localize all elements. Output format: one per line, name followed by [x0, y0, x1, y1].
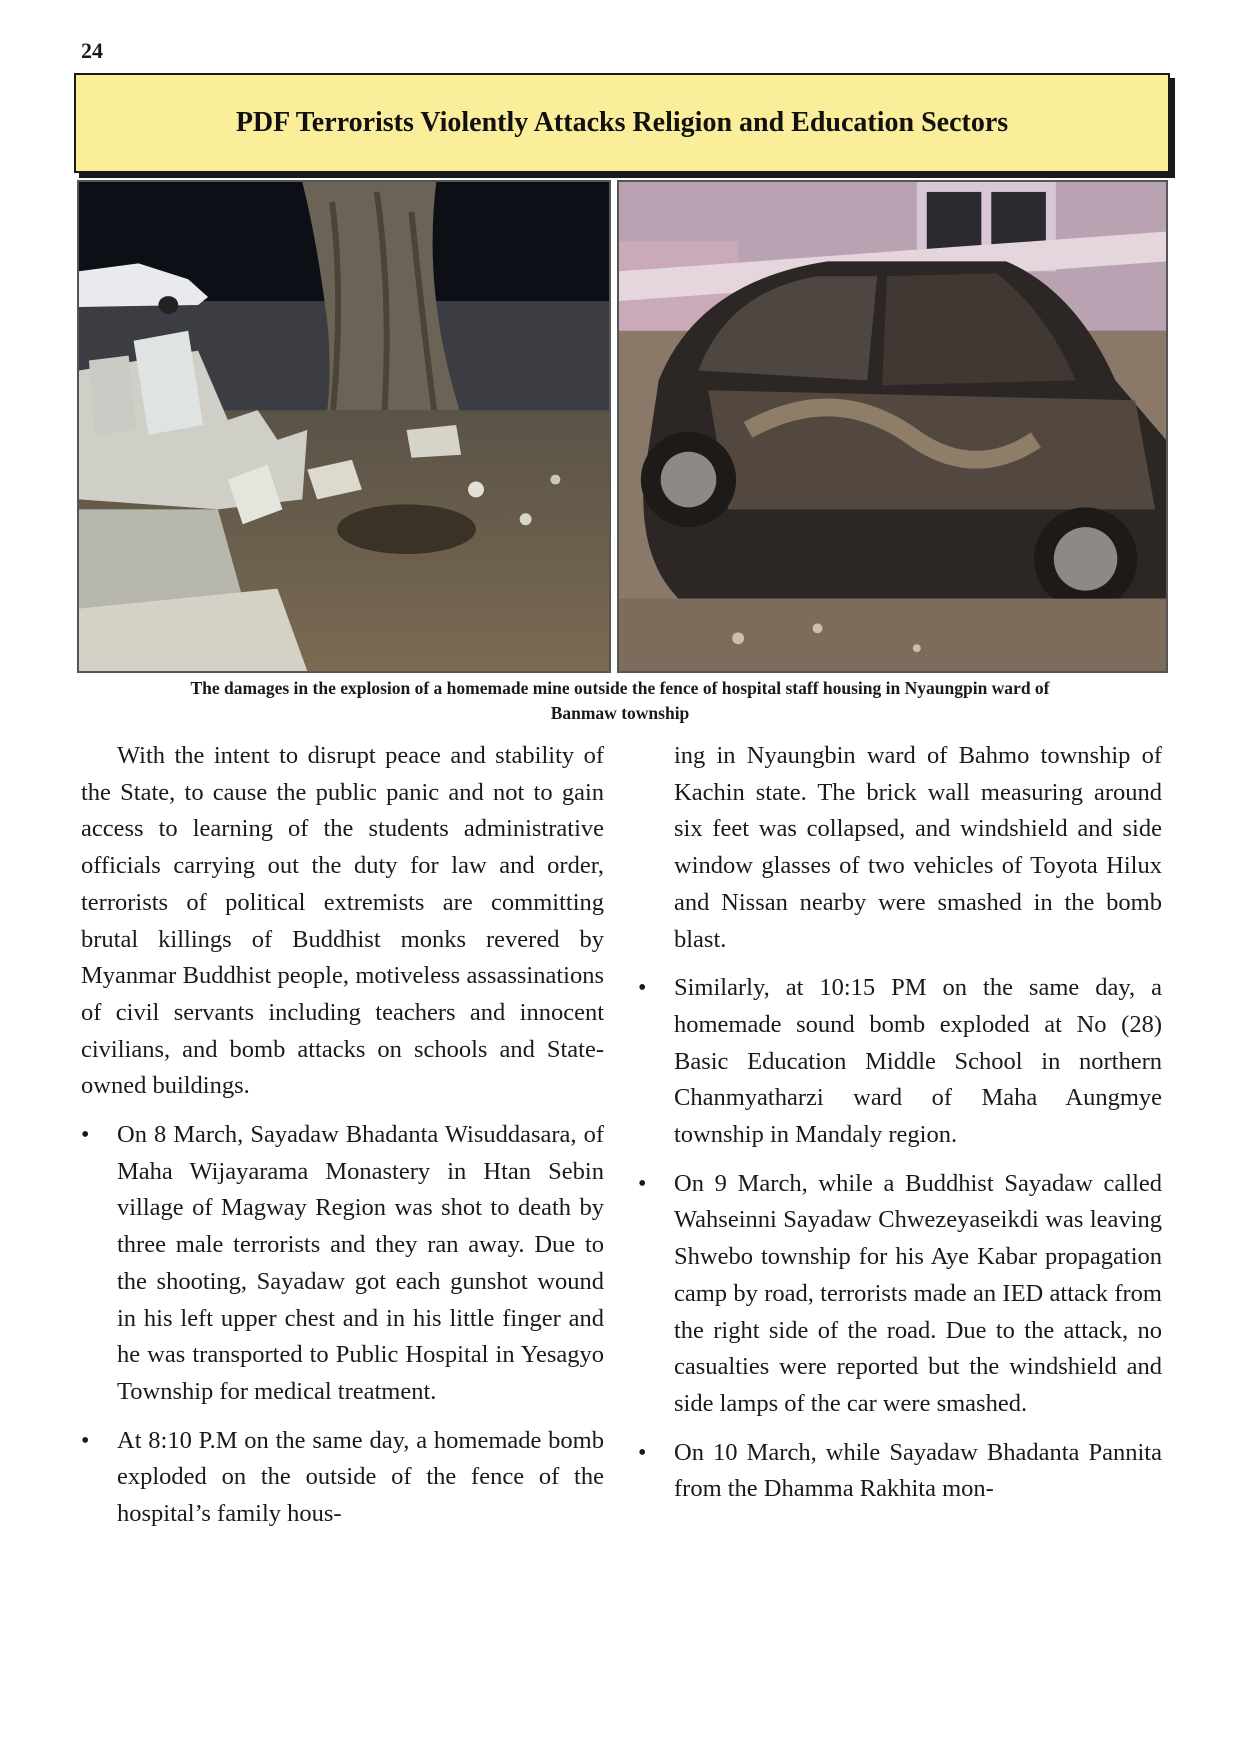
- bullet-list-right: [674, 970, 1162, 1508]
- list-item: • At 8:10 P.M on the same day, a homemade bomb exploded on the outside of the fence of the hospital’s family hous-: [81, 1423, 604, 1533]
- intro-paragraph: With the intent to disrupt peace and stability of the State, to cause the public panic and not to gain access to learning of the students administrative officials carrying out the duty for law and order, terrorists of political extremists are committing brutal killings of Buddhist monks revered by Myanmar Buddhist people, motiveless assassinations of civil servants including teachers and innocent civilians, and bomb attacks on schools and State-owned buildings.: [81, 742, 604, 1100]
- article-column-right: [674, 738, 1162, 1508]
- bullet-list-left: [81, 1117, 604, 1533]
- list-item: • On 8 March, Sayadaw Bhadanta Wisuddasara, of Maha Wijayarama Monastery in Htan Sebin village of Magway Region was shot to death by three male terrorists and they ran away. Due to the shooting, Sayadaw got each gunshot wound in his left upper chest and in his little finger and he was transported to Public Hospital in Yesagyo Township for medical treatment.: [81, 1117, 604, 1411]
- photo-damaged-car: [617, 180, 1168, 673]
- article-column-left: [81, 738, 604, 1533]
- continued-paragraph: ing in Nyaungbin ward of Bahmo township of Kachin state. The brick wall measuring around six feet was collapsed, and windshield and side window glasses of two vehicles of Toyota Hilux and Nissan nearby were smashed in the bomb blast.: [674, 742, 1162, 953]
- list-item: • On 9 March, while a Buddhist Sayadaw called Wahseinni Sayadaw Chwezeyaseikdi was leaving Shwebo township for his Aye Kabar propagation camp by road, terrorists made an IED attack from the right side of the road. Due to the attack, no casualties were reported but the windshield and side lamps of the car were smashed.: [638, 1166, 1162, 1423]
- figure-caption: [90, 676, 1150, 726]
- photo-damaged-wall-tree: [77, 180, 611, 673]
- caption-line-1: The damages in the explosion of a homemade mine outside the fence of hospital staff housing in Nyaungpin ward of: [190, 678, 1050, 698]
- caption-line-2: Banmaw township: [550, 703, 690, 723]
- page-number: 24: [81, 38, 103, 63]
- list-item: • On 10 March, while Sayadaw Bhadanta Pannita from the Dhamma Rakhita mon-: [638, 1435, 1162, 1508]
- title-banner: [74, 73, 1170, 173]
- page-title: PDF Terrorists Violently Attacks Religion and Education Sectors: [235, 107, 1009, 138]
- list-item: • Similarly, at 10:15 PM on the same day, a homemade sound bomb exploded at No (28) Basic Education Middle School in northern Chanmyatharzi ward of Maha Aungmye township in Mandaly region.: [638, 970, 1162, 1154]
